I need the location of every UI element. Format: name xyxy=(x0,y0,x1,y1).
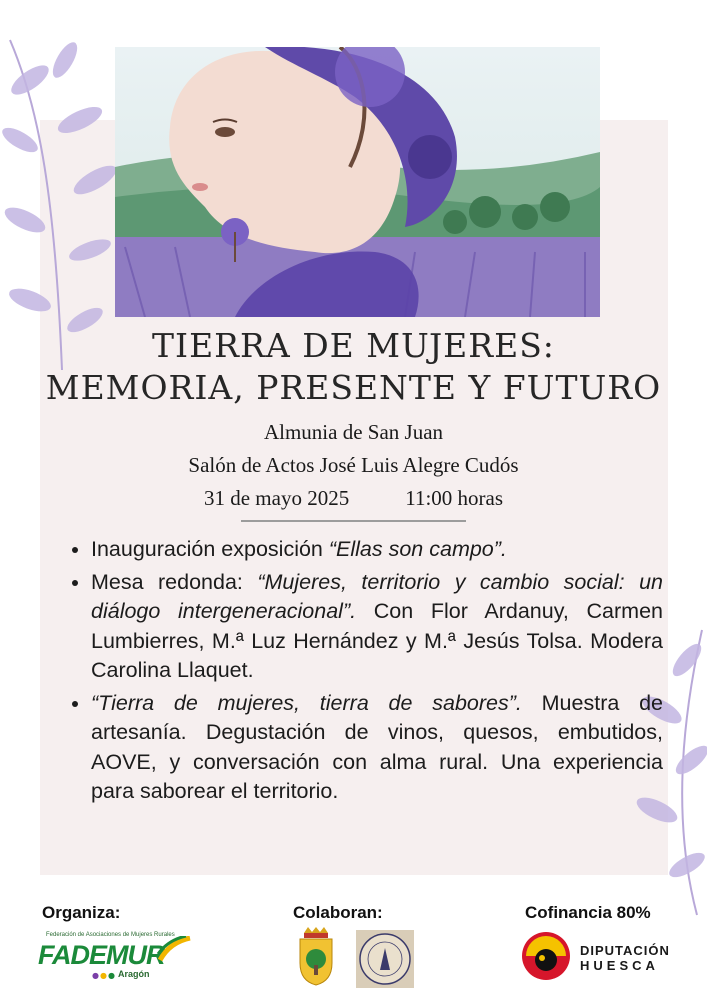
divider xyxy=(241,520,466,522)
fademur-dots-icon: ●●● xyxy=(92,971,116,980)
diputacion-emblem-icon xyxy=(520,930,572,982)
fademur-logo: Federación de Asociaciones de Mujeres Rurales FADEMUR ●●● Aragón xyxy=(38,930,193,985)
fademur-stripes-icon xyxy=(156,936,192,962)
agenda-list xyxy=(60,535,663,810)
diputacion-huesca-logo: DIPUTACIÓN HUESCA xyxy=(520,930,680,982)
agenda-item: • Inauguración exposición “Ellas son campo”. xyxy=(91,535,663,565)
cofinancia-label: Cofinancia 80% xyxy=(525,903,651,922)
colaboran-label: Colaboran: xyxy=(293,903,383,922)
agenda-item: • Mesa redonda: “Mujeres, territorio y cambio social: un diálogo intergeneracional”. Con Flor Ardanuy, Carmen Lumbierres, M.ª Luz Hernández y M.ª Jesús Tolsa. Modera Carolina Llaquet. xyxy=(91,568,663,686)
agenda-item: • “Tierra de mujeres, tierra de sabores”. Muestra de artesanía. Degustación de vinos, quesos, embutidos, AOVE, y conversación con alma rural. Una experiencia para saborear el territorio. xyxy=(91,689,663,807)
event-date: 31 de mayo 2025 xyxy=(203,486,350,510)
woman-lavender-landscape-illustration xyxy=(115,47,600,317)
event-location: Almunia de San Juan xyxy=(263,420,444,444)
event-time: 11:00 horas xyxy=(405,486,504,510)
event-title-line-2: MEMORIA, PRESENTE Y FUTURO xyxy=(45,368,662,407)
organiza-label: Organiza: xyxy=(42,903,121,922)
event-title-line-1: TIERRA DE MUJERES: xyxy=(152,326,555,365)
event-venue: Salón de Actos José Luis Alegre Cudós xyxy=(188,453,519,477)
women-association-seal-icon xyxy=(356,930,414,988)
event-date-time xyxy=(0,486,707,511)
municipal-coat-of-arms-icon xyxy=(296,927,336,987)
